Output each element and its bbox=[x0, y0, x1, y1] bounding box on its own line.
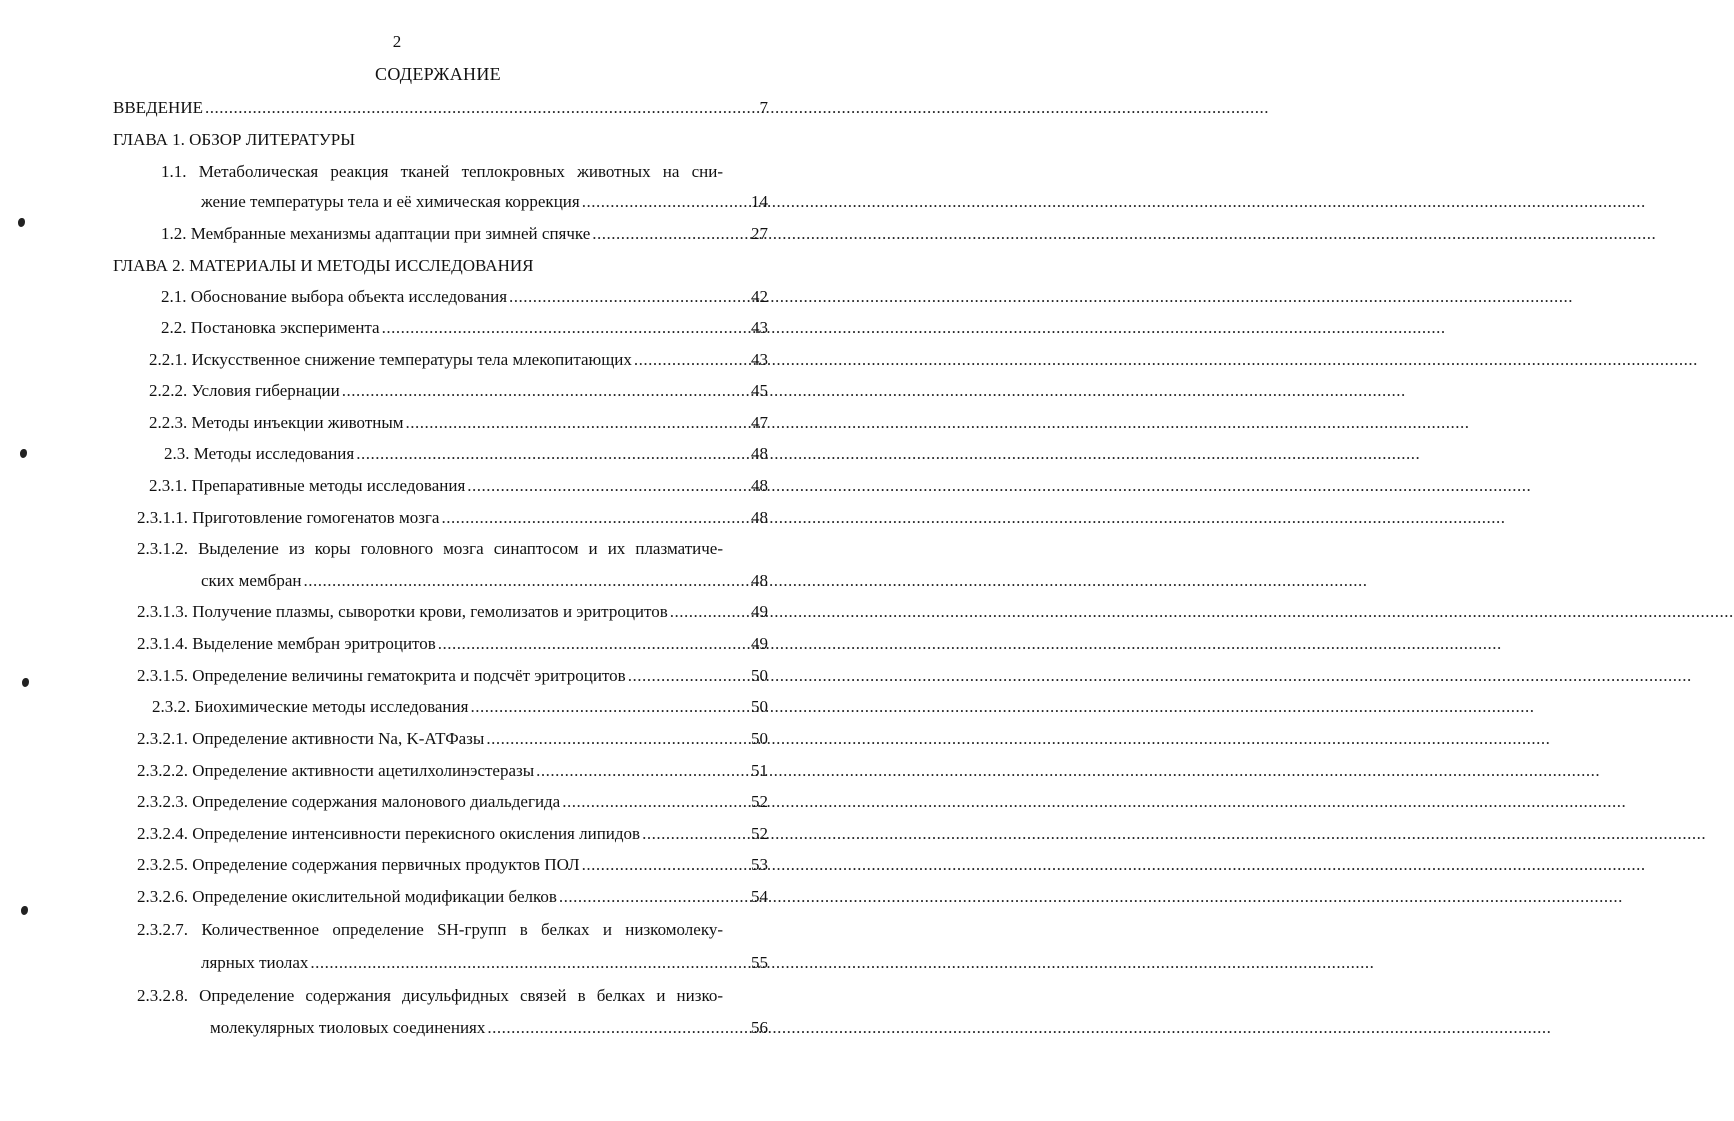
toc-entry: 2.3.2.5. Определение содержания первичных продуктов ПОЛ ..... bbox=[137, 853, 725, 877]
toc-page: 7 bbox=[759, 98, 768, 117]
toc-entry: лярных тиолах ..... bbox=[201, 951, 725, 975]
toc-entry: 2.3.2.6. Определение окислительной модификации белков ..... bbox=[137, 885, 725, 909]
toc-page: 45 bbox=[751, 381, 768, 400]
toc-entry: 2.2. Постановка эксперимента ..... bbox=[161, 316, 725, 340]
toc-page: 51 bbox=[751, 761, 768, 780]
toc-page: 50 bbox=[751, 666, 768, 685]
toc-entry: 2.3.2.3. Определение содержания малонового диальдегида ..... bbox=[137, 790, 725, 814]
toc-page: 48 bbox=[751, 508, 768, 527]
toc-entry: 1.2. Мембранные механизмы адаптации при зимней спячке ..... bbox=[161, 222, 725, 246]
toc-entry-line1: 2.3.2.7. Количественное определение SH-групп в белках и низкомолеку- bbox=[137, 920, 723, 939]
toc-page: 56 bbox=[751, 1018, 768, 1037]
toc-entry: 2.3.2.4. Определение интенсивности перекисного окисления липидов ..... bbox=[137, 822, 725, 846]
toc-entry: 2.3. Методы исследования ..... bbox=[164, 442, 725, 466]
toc-entry: жение температуры тела и её химическая коррекция ..... bbox=[201, 190, 725, 214]
scan-speck bbox=[22, 678, 29, 687]
toc-page: 55 bbox=[751, 953, 768, 972]
toc-page: 14 bbox=[751, 192, 768, 211]
toc-page: 50 bbox=[751, 729, 768, 748]
toc-entry: 2.3.2.1. Определение активности Na, K-АТФазы ..... bbox=[137, 727, 725, 751]
page-title: СОДЕРЖАНИЕ bbox=[375, 64, 501, 84]
toc-entry: ВВЕДЕНИЕ ..... bbox=[113, 96, 725, 120]
toc-page: 48 bbox=[751, 476, 768, 495]
toc-page: 50 bbox=[751, 697, 768, 716]
toc-entry: 2.2.1. Искусственное снижение температуры тела млекопитающих ..... bbox=[149, 348, 725, 372]
toc-entry-line1: 1.1. Метаболическая реакция тканей теплокровных животных на сни- bbox=[161, 162, 724, 181]
toc-entry: 2.3.1. Препаративные методы исследования ..... bbox=[149, 474, 725, 498]
toc-entry: 2.3.2. Биохимические методы исследования ..... bbox=[152, 695, 725, 719]
scan-speck bbox=[18, 218, 25, 227]
toc-entry: 2.3.1.1. Приготовление гомогенатов мозга ..... bbox=[137, 506, 725, 530]
toc-entry: 2.3.1.3. Получение плазмы, сыворотки крови, гемолизатов и эритроцитов ..... bbox=[137, 600, 725, 624]
toc-entry-line1: 2.3.2.8. Определение содержания дисульфидных связей в белках и низко- bbox=[137, 986, 723, 1005]
toc-entry: ских мембран ..... bbox=[201, 569, 725, 593]
toc-page: 48 bbox=[751, 571, 768, 590]
toc-page: 42 bbox=[751, 287, 768, 306]
toc-page: 54 bbox=[751, 887, 768, 906]
toc-page: 43 bbox=[751, 318, 768, 337]
toc-entry-line1: 2.3.1.2. Выделение из коры головного мозга синаптосом и их плазматиче- bbox=[137, 539, 723, 558]
scan-speck bbox=[20, 449, 27, 458]
toc-entry: 2.2.2. Условия гибернации ..... bbox=[149, 379, 725, 403]
toc-entry: 2.3.1.4. Выделение мембран эритроцитов ..... bbox=[137, 632, 725, 656]
toc-page: 49 bbox=[751, 634, 768, 653]
toc-page: 47 bbox=[751, 413, 768, 432]
toc-page: 43 bbox=[751, 350, 768, 369]
toc-page: 52 bbox=[751, 824, 768, 843]
toc-page: 49 bbox=[751, 602, 768, 621]
toc-entry: 2.1. Обоснование выбора объекта исследования ..... bbox=[161, 285, 725, 309]
toc-entry: 2.3.1.5. Определение величины гематокрита и подсчёт эритроцитов ..... bbox=[137, 664, 725, 688]
chapter-heading: ГЛАВА 2. МАТЕРИАЛЫ И МЕТОДЫ ИССЛЕДОВАНИЯ bbox=[113, 256, 534, 275]
toc-page: 53 bbox=[751, 855, 768, 874]
chapter-heading: ГЛАВА 1. ОБЗОР ЛИТЕРАТУРЫ bbox=[113, 130, 356, 149]
page-number: 2 bbox=[392, 32, 402, 51]
toc-page: 52 bbox=[751, 792, 768, 811]
toc-page: 48 bbox=[751, 444, 768, 463]
toc-page: 27 bbox=[751, 224, 768, 243]
toc-entry: 2.3.2.2. Определение активности ацетилхолинэстеразы ..... bbox=[137, 759, 725, 783]
scan-speck bbox=[21, 906, 28, 915]
toc-entry: 2.2.3. Методы инъекции животным ..... bbox=[149, 411, 725, 435]
toc-entry: молекулярных тиоловых соединениях ..... bbox=[210, 1016, 725, 1040]
